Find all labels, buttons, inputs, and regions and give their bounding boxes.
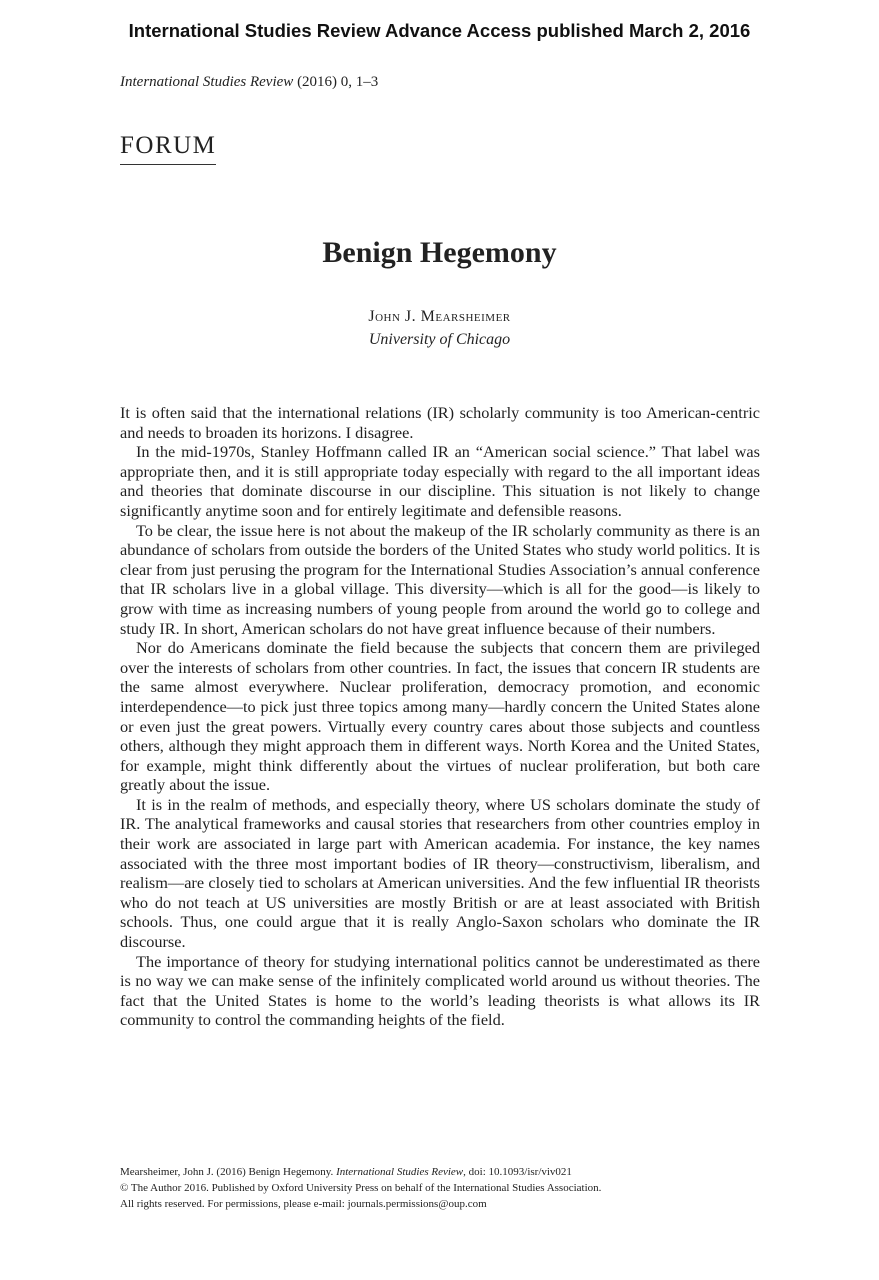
paragraph: To be clear, the issue here is not about the makeup of the IR scholarly community as there is an abundance of scholars from outside the borders of the United States who study world politics. It is clear from just perusing the program for the International Studies Association’s annual conference that IR scholars live in a global village. This diversity—which is all for the good—is likely to grow with time as increasing numbers of young people from around the world go to college and study IR. In short, American scholars do not have great influence because of their numbers. (120, 520, 760, 638)
paragraph: It is in the realm of methods, and especially theory, where US scholars dominate the study of IR. The analytical frameworks and causal stories that researchers from other countries employ in their work are associated in large part with American academia. For instance, the key names associated with the three most important bodies of IR theory—constructivism, liberalism, and realism—are closely tied to scholars at American universities. And the few influential IR theorists who do not teach at US universities are mostly British or are at least associated with British schools. Thus, one could argue that it is really Anglo-Saxon scholars who dominate the IR discourse. (120, 794, 760, 952)
page-footer (120, 1164, 760, 1212)
copyright-line: © The Author 2016. Published by Oxford University Press on behalf of the International Studies Association. (120, 1182, 602, 1194)
paragraph: In the mid-1970s, Stanley Hoffmann called IR an “American social science.” That label was appropriate then, and it is still appropriate today especially with regard to the all important ideas and theories that dominate discourse in our discipline. This situation is not likely to change significantly anytime soon and for entirely legitimate and defensible reasons. (120, 442, 760, 520)
advance-access-banner: International Studies Review Advance Access published March 2, 2016 (128, 20, 751, 41)
rights-line: All rights reserved. For permissions, please e-mail: journals.permissions@oup.com (120, 1198, 487, 1210)
article-body (120, 403, 760, 1030)
section-heading: FORUM (120, 132, 216, 165)
paragraph: It is often said that the international relations (IR) scholarly community is too American-centric and needs to broaden its horizons. I disagree. (120, 403, 760, 442)
paragraph: The importance of theory for studying international politics cannot be underestimated as there is no way we can make sense of the infinitely complicated world around us without theories. The fact that the United States is home to the world’s leading theorists is what allows its IR community to control the commanding heights of the field. (120, 951, 760, 1030)
paragraph: Nor do Americans dominate the field because the subjects that concern them are privileged over the interests of scholars from other countries. In fact, the issues that concern IR students are the same almost everywhere. Nuclear proliferation, democracy promotion, and economic interdependence—to pick just three topics among many—hardly concern the United States alone or even just the great powers. Virtually every country cares about those subjects and countless others, although they might approach them in different ways. North Korea and the United States, for example, might think differently about the virtues of nuclear proliferation, but both care greatly about the issue. (120, 638, 760, 795)
article-title: Benign Hegemony (322, 236, 557, 269)
author-affiliation: University of Chicago (368, 331, 511, 348)
author-name: John J. Mearsheimer (368, 308, 511, 325)
journal-citation-line (120, 74, 378, 91)
journal-volume: (2016) 0, 1–3 (293, 74, 379, 90)
citation-journal: International Studies Review (336, 1166, 464, 1178)
citation-doi: , doi: 10.1093/isr/viv021 (463, 1166, 572, 1178)
citation-line (120, 1164, 760, 1180)
journal-name: International Studies Review (120, 74, 294, 90)
citation-prefix: Mearsheimer, John J. (2016) Benign Hegemony. (120, 1166, 337, 1178)
